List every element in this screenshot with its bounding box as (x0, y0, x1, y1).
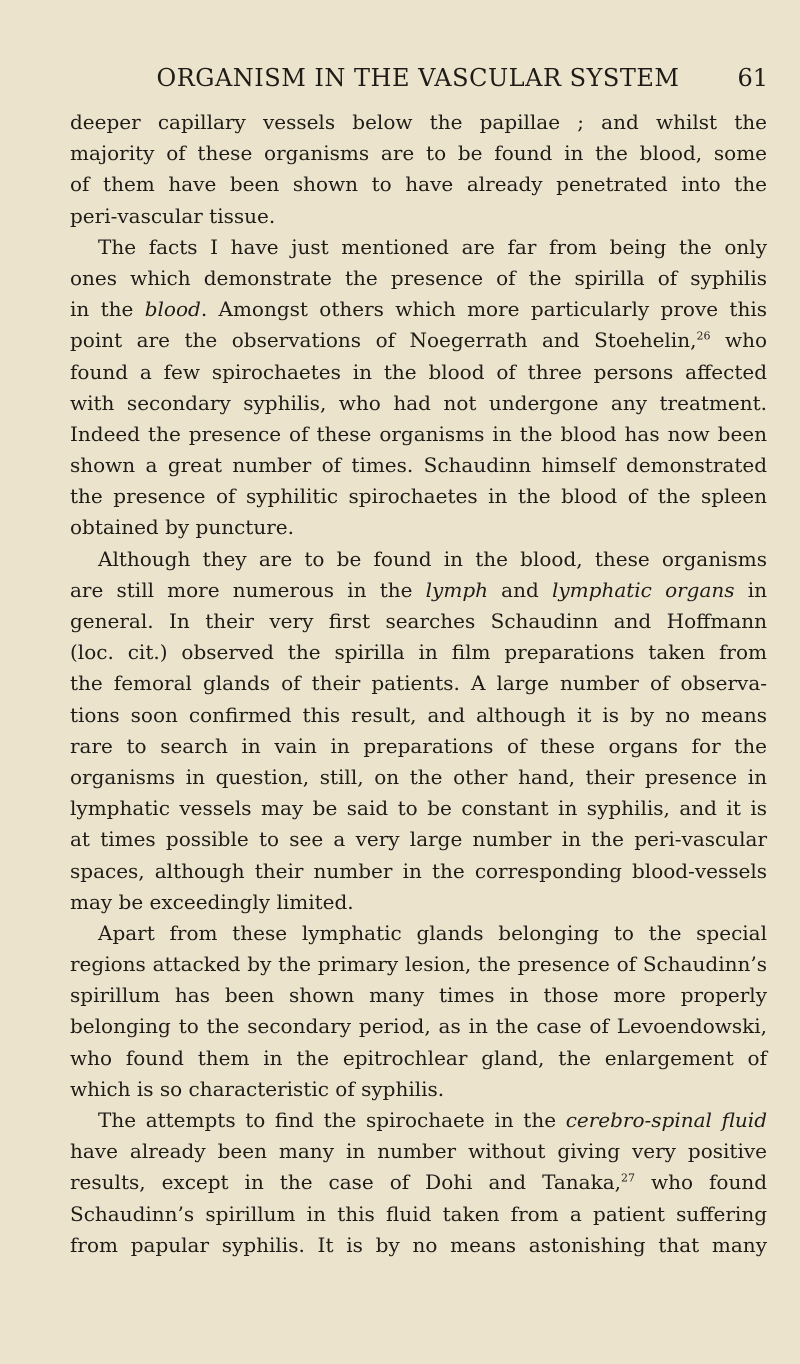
paragraph (70, 918, 767, 1105)
running-head: ORGANISM IN THE VASCULAR SYSTEM (156, 64, 680, 92)
text-line: are still more numerous in the lymph and lymphatic organs in (70, 577, 768, 602)
footnote-ref: 26 (696, 329, 711, 343)
text-line: at times possible to see a very large number in the peri-vascular (70, 827, 767, 852)
text-line: regions attacked by the primary lesion, the presence of Schaudinn’s (70, 952, 767, 977)
paragraph (70, 232, 767, 544)
text-line: ones which demonstrate the presence of the spirilla of syphilis (70, 265, 767, 290)
text-line: spirillum has been shown many times in those more properly (70, 983, 767, 1008)
text-line: from papular syphilis. It is by no means astonishing that many (70, 1232, 767, 1257)
text-line: with secondary syphilis, who had not undergone any treatment. (70, 390, 767, 415)
text-line: in the blood. Amongst others which more particularly prove this (70, 297, 767, 322)
text-line: Although they are to be found in the blood, these organisms (98, 546, 767, 571)
text-line: organisms in question, still, on the other hand, their presence in (70, 764, 767, 789)
paragraph (70, 107, 767, 232)
text-line: obtained by puncture. (70, 515, 294, 540)
text-line: of them have been shown to have already penetrated into the (70, 172, 767, 197)
text-line: found a few spirochaetes in the blood of three persons affected (70, 359, 767, 384)
text-line: the femoral glands of their patients. A large number of observa- (70, 671, 767, 696)
text-line: rare to search in vain in preparations of these organs for the (70, 733, 767, 758)
text-line: (loc. cit.) observed the spirilla in film preparations taken from (70, 640, 767, 665)
text-line: shown a great number of times. Schaudinn himself demonstrated (70, 453, 767, 478)
text-line: lymphatic vessels may be said to be constant in syphilis, and it is (70, 796, 767, 821)
text-line: deeper capillary vessels below the papillae ; and whilst the (70, 110, 767, 134)
text-line: results, except in the case of Dohi and Tanaka,$^{27}$ who found (70, 1170, 768, 1195)
text-line: tions soon confirmed this result, and although it is by no means (70, 702, 767, 727)
text-line: the presence of syphilitic spirochaetes in the blood of the spleen (70, 484, 767, 509)
text-line: may be exceedingly limited. (70, 889, 354, 914)
text-line: Apart from these lymphatic glands belonging to the special (98, 920, 767, 945)
text-line: majority of these organisms are to be found in the blood, some (70, 141, 767, 166)
page-header (68, 58, 768, 98)
text-line: point are the observations of Noegerrath and Stoehelin,$^{26}$ who (70, 328, 767, 353)
text-line: general. In their very first searches Schaudinn and Hoffmann (70, 609, 767, 633)
text-line: Indeed the presence of these organisms in the blood has now been (70, 421, 767, 446)
text-line: which is so characteristic of syphilis. (70, 1076, 445, 1101)
text-line: The facts I have just mentioned are far from being the only (98, 234, 767, 259)
text-line: spaces, although their number in the corresponding blood-vessels (70, 858, 767, 883)
text-line: Schaudinn’s spirillum in this fluid taken from a patient suffering (70, 1201, 767, 1226)
text-line: peri-vascular tissue. (70, 203, 276, 228)
text-line: The attempts to find the spirochaete in the cerebro-spinal fluid (98, 1108, 767, 1132)
body-text (70, 107, 767, 1261)
text-line: belonging to the secondary period, as in the case of Levoendowski, (70, 1014, 767, 1039)
footnote-ref: 27 (621, 1171, 635, 1185)
paragraph (70, 1105, 767, 1261)
paragraph (70, 544, 767, 918)
page-number: 61 (737, 64, 768, 92)
text-line: have already been many in number without giving very positive (70, 1139, 767, 1164)
text-line: who found them in the epitrochlear gland, the enlargement of (70, 1045, 767, 1070)
